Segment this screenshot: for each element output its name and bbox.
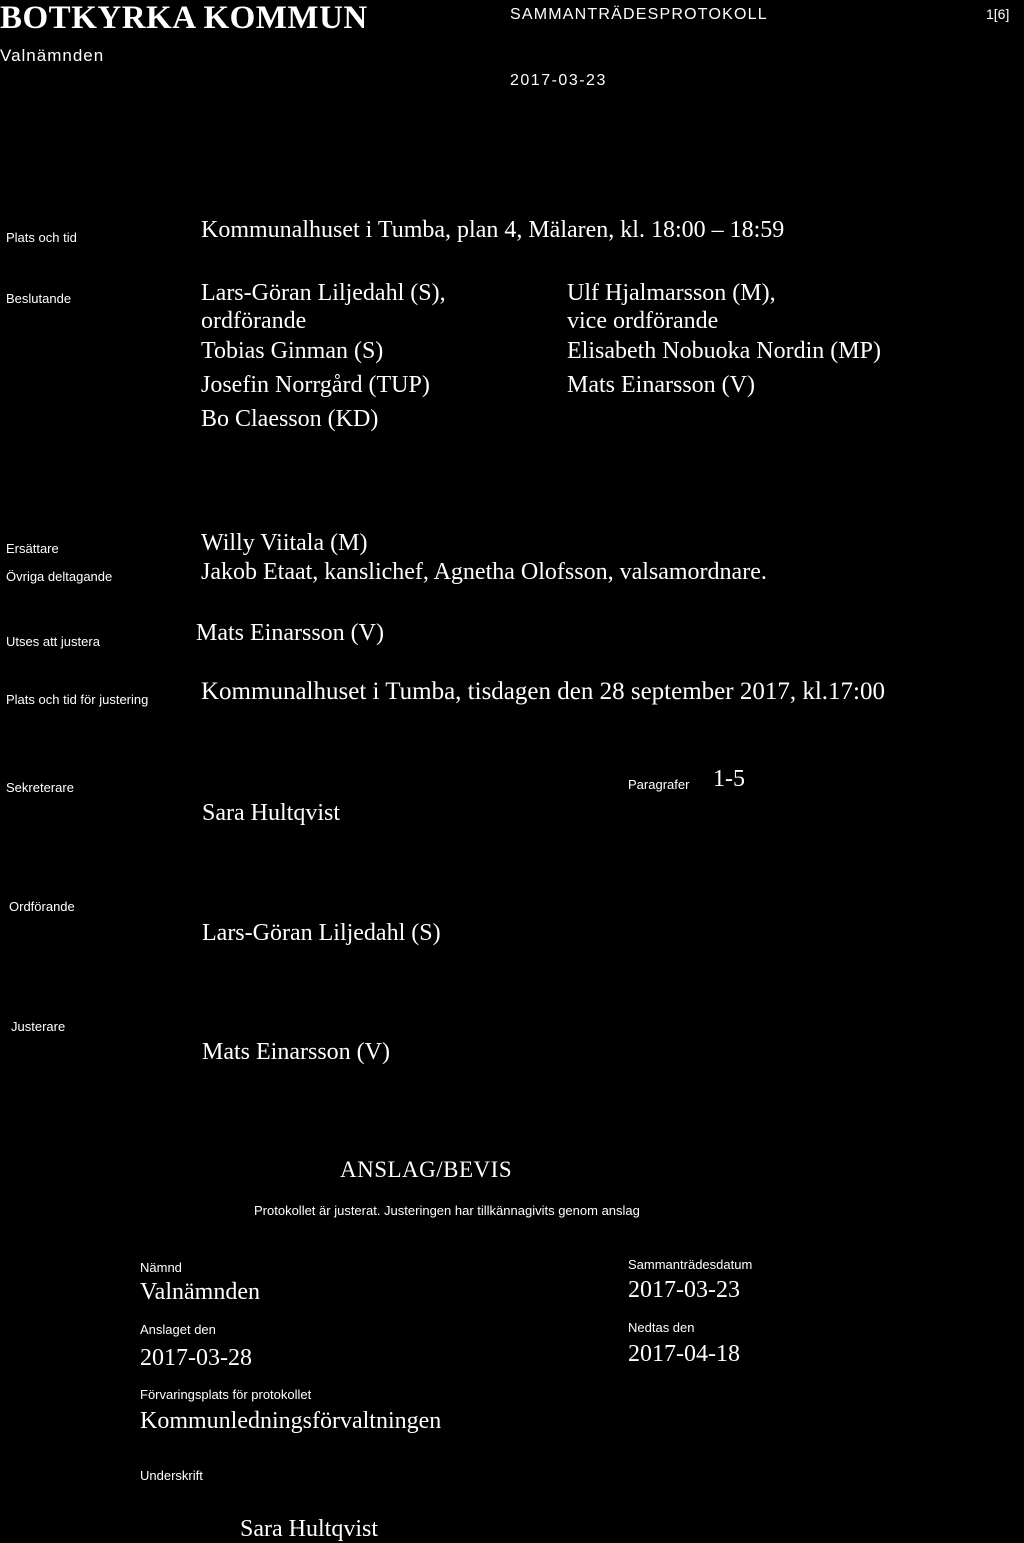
notice-title: ANSLAG/BEVIS bbox=[340, 1157, 513, 1182]
adjuster-label: Utses att justera bbox=[6, 634, 100, 649]
paragraphs-value: 1-5 bbox=[713, 766, 745, 792]
storage-value: Kommunledningsförvaltningen bbox=[140, 1408, 442, 1434]
secretary-name: Sara Hultqvist bbox=[202, 800, 340, 826]
adjuster-value: Mats Einarsson (V) bbox=[196, 620, 384, 646]
posted-value: 2017-03-28 bbox=[140, 1345, 252, 1371]
decision-makers-left bbox=[201, 278, 446, 436]
paragraphs-label: Paragrafer bbox=[628, 777, 690, 792]
decision-member: vice ordförande bbox=[567, 308, 719, 334]
notice-statement: Protokollet är justerat. Justeringen har tillkännagivits genom anslag bbox=[254, 1203, 640, 1218]
decision-makers-right bbox=[567, 278, 881, 402]
decision-member: Lars-Göran Liljedahl (S), bbox=[201, 280, 446, 306]
justifier-label: Justerare bbox=[11, 1019, 66, 1034]
others-value: Jakob Etaat, kanslichef, Agnetha Olofsson, valsamordnare. bbox=[201, 559, 767, 585]
signature-label: Underskrift bbox=[140, 1468, 203, 1483]
org-name: BOTKYRKA KOMMUN bbox=[0, 0, 368, 36]
decision-member: Mats Einarsson (V) bbox=[567, 372, 755, 398]
justifier-name: Mats Einarsson (V) bbox=[202, 1039, 390, 1065]
decision-member: Tobias Ginman (S) bbox=[201, 338, 384, 364]
decision-member: Ulf Hjalmarsson (M), bbox=[567, 280, 776, 306]
others-label: Övriga deltagande bbox=[6, 569, 113, 584]
board-label: Nämnd bbox=[140, 1260, 182, 1275]
chair-label: Ordförande bbox=[9, 899, 75, 914]
document-type: SAMMANTRÄDESPROTOKOLL bbox=[510, 6, 768, 23]
meeting-date-label: Sammanträdesdatum bbox=[628, 1257, 753, 1272]
decision-member: Elisabeth Nobuoka Nordin (MP) bbox=[567, 338, 881, 364]
decision-member: ordförande bbox=[201, 308, 307, 334]
removed-label: Nedtas den bbox=[628, 1320, 695, 1335]
board-value: Valnämnden bbox=[140, 1279, 260, 1305]
chair-name: Lars-Göran Liljedahl (S) bbox=[202, 920, 441, 946]
posted-label: Anslaget den bbox=[140, 1322, 216, 1337]
page-number: 1[6] bbox=[986, 6, 1010, 22]
adjust-place-value: Kommunalhuset i Tumba, tisdagen den 28 september 2017, kl.17:00 bbox=[201, 678, 885, 705]
department-name: Valnämnden bbox=[0, 46, 105, 65]
place-label: Plats och tid bbox=[6, 230, 77, 245]
document-date: 2017-03-23 bbox=[510, 72, 607, 89]
storage-label: Förvaringsplats för protokollet bbox=[140, 1387, 312, 1402]
substitutes-value: Willy Viitala (M) bbox=[201, 530, 368, 556]
meeting-date-value: 2017-03-23 bbox=[628, 1277, 740, 1303]
secretary-label: Sekreterare bbox=[6, 780, 74, 795]
decision-member: Josefin Norrgård (TUP) bbox=[201, 372, 430, 398]
adjust-place-label: Plats och tid för justering bbox=[6, 692, 149, 707]
decision-makers-label: Beslutande bbox=[6, 291, 72, 306]
signature-name: Sara Hultqvist bbox=[240, 1516, 378, 1542]
substitutes-label: Ersättare bbox=[6, 541, 59, 556]
decision-member: Bo Claesson (KD) bbox=[201, 406, 379, 432]
removed-value: 2017-04-18 bbox=[628, 1341, 740, 1367]
place-value: Kommunalhuset i Tumba, plan 4, Mälaren, kl. 18:00 – 18:59 bbox=[201, 217, 785, 243]
